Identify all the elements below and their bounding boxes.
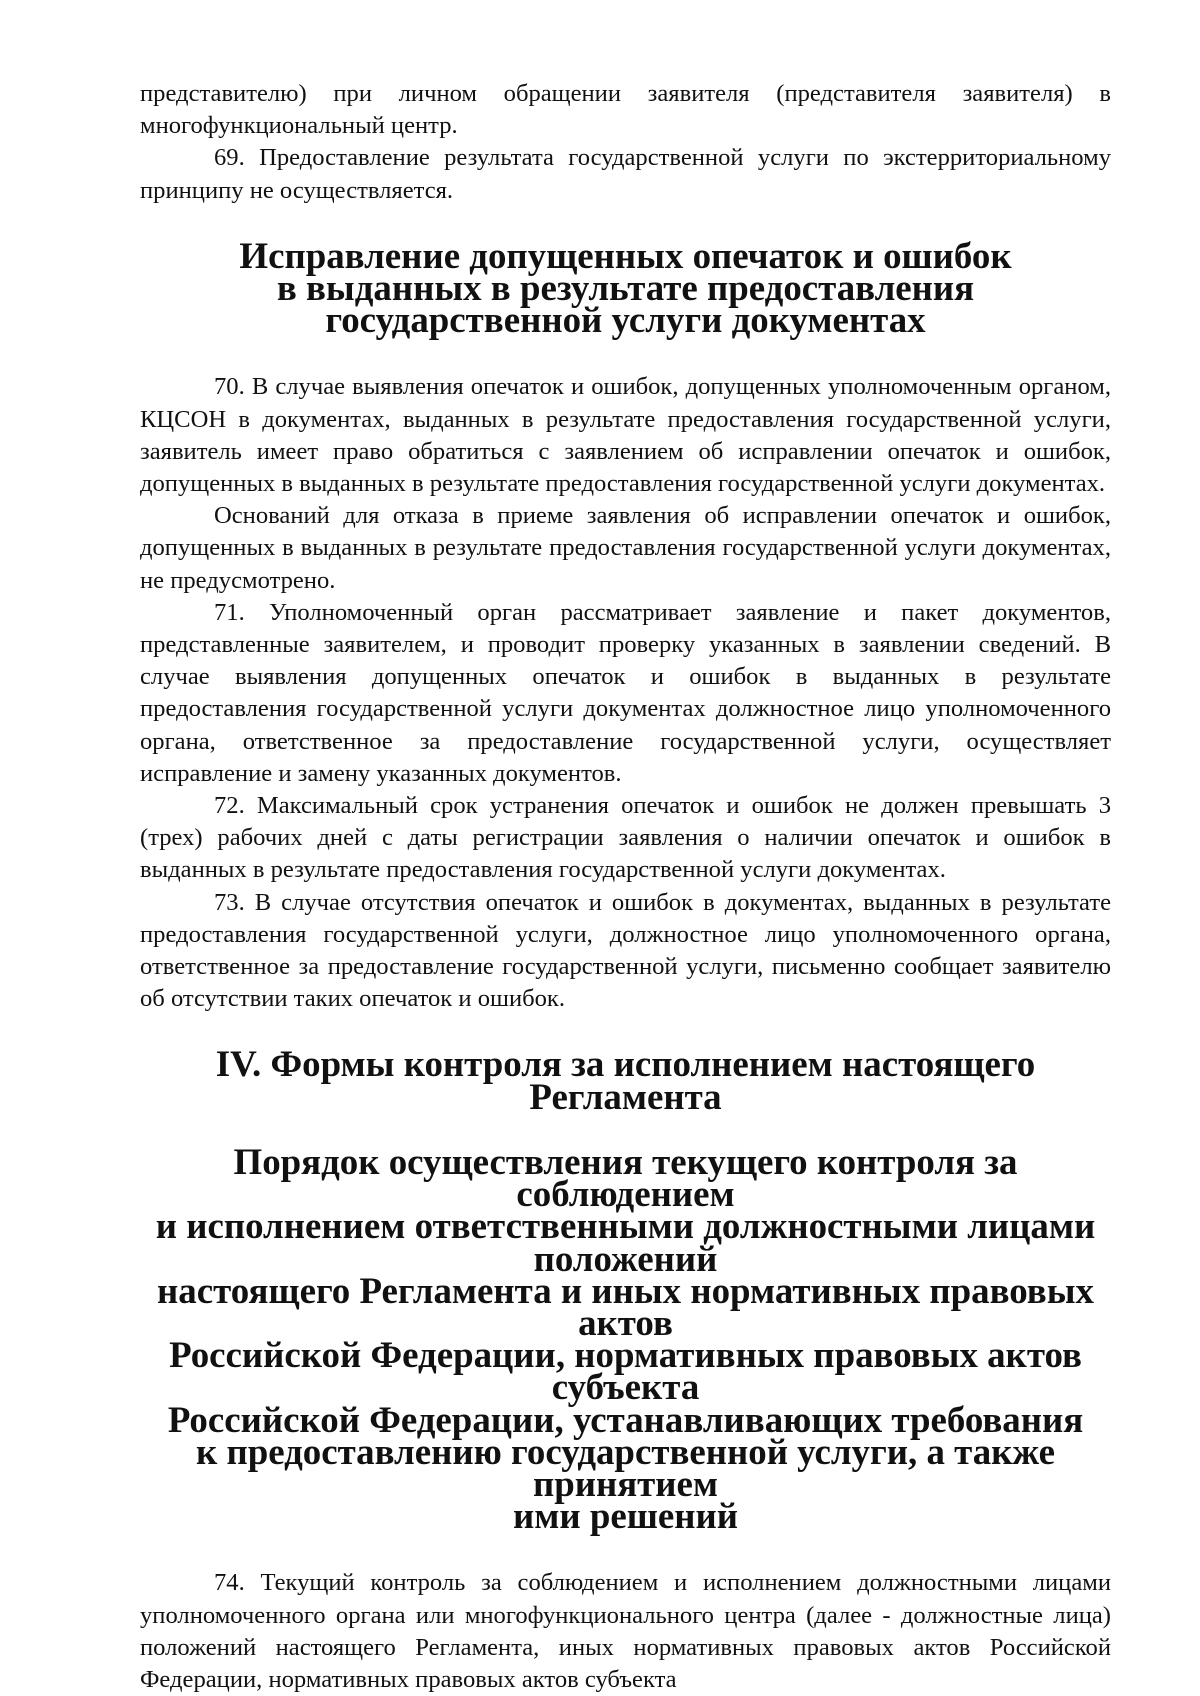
heading-control-line: и исполнением ответственными должностными лицами положений: [155, 1205, 1096, 1279]
heading-corrections-line: Исправление допущенных опечаток и ошибок: [239, 234, 1012, 276]
document-page: [140, 78, 1111, 1696]
paragraph-71: 71. Уполномоченный орган рассматривает заявление и пакет документов, представленные заявителем, и проводит проверку указанных в заявлении сведений. В случае выявления допущенных опечаток и ошибок в выданных в результате предоставления государственной услуги документах должностное лицо уполномоченного органа, ответственное за предоставление государственной услуги, осуществляет исправление и замену указанных документов.: [140, 598, 1111, 787]
paragraph-73: 73. В случае отсутствия опечаток и ошибок в документах, выданных в результате предоставления государственной услуги, должностное лицо уполномоченного органа, ответственное за предоставление государственной услуги, письменно сообщает заявителю об отсутствии таких опечаток и ошибок.: [140, 888, 1111, 1013]
heading-control-line: ими решений: [512, 1495, 739, 1537]
heading-corrections-line: в выданных в результате предоставления: [276, 267, 975, 309]
heading-control-line: Порядок осуществления текущего контроля за соблюдением: [233, 1140, 1018, 1215]
paragraph-72: 72. Максимальный срок устранения опечаток и ошибок не должен превышать 3 (трех) рабочих дней с даты регистрации заявления о наличии опечаток и ошибок в выданных в результате предоставления государственной услуги документах.: [140, 792, 1111, 884]
heading-current-control: [140, 1140, 1111, 1537]
heading-control-line: Российской Федерации, нормативных правовых актов субъекта: [169, 1334, 1082, 1408]
heading-section-iv: IV. Формы контроля за исполнением настоящего Регламента: [215, 1043, 1036, 1117]
paragraph-70: 70. В случае выявления опечаток и ошибок, допущенных уполномоченным органом, КЦСОН в документах, выданных в результате предоставления государственной услуги, заявитель имеет право обратиться с заявлением об исправлении опечаток и ошибок, допущенных в выданных в результате предоставления государственной услуги документах.: [140, 373, 1111, 498]
heading-corrections: [140, 234, 1111, 341]
paragraph-continuation: представителю) при личном обращении заявителя (представителя заявителя) в многофункциональный центр.: [140, 80, 1111, 140]
paragraph-70-grounds: Оснований для отказа в приеме заявления об исправлении опечаток и ошибок, допущенных в выданных в результате предоставления государственной услуги документах, не предусмотрено.: [140, 502, 1111, 594]
paragraph-69: 69. Предоставление результата государственной услуги по экстерриториальному принципу не осуществляется.: [140, 144, 1111, 204]
heading-control-line: к предоставлению государственной услуги, а также принятием: [195, 1430, 1056, 1504]
heading-control-line: настоящего Регламента и иных нормативных правовых актов: [157, 1269, 1094, 1343]
paragraph-74: 74. Текущий контроль за соблюдением и исполнением должностными лицами уполномоченного органа или многофункционального центра (далее - должностные лица) положений настоящего Регламента, иных нормативных правовых актов Российской Федерации, нормативных правовых актов субъекта: [140, 1569, 1111, 1693]
heading-corrections-line: государственной услуги документах: [325, 299, 926, 341]
heading-control-line: Российской Федерации, устанавливающих требования: [167, 1398, 1084, 1440]
